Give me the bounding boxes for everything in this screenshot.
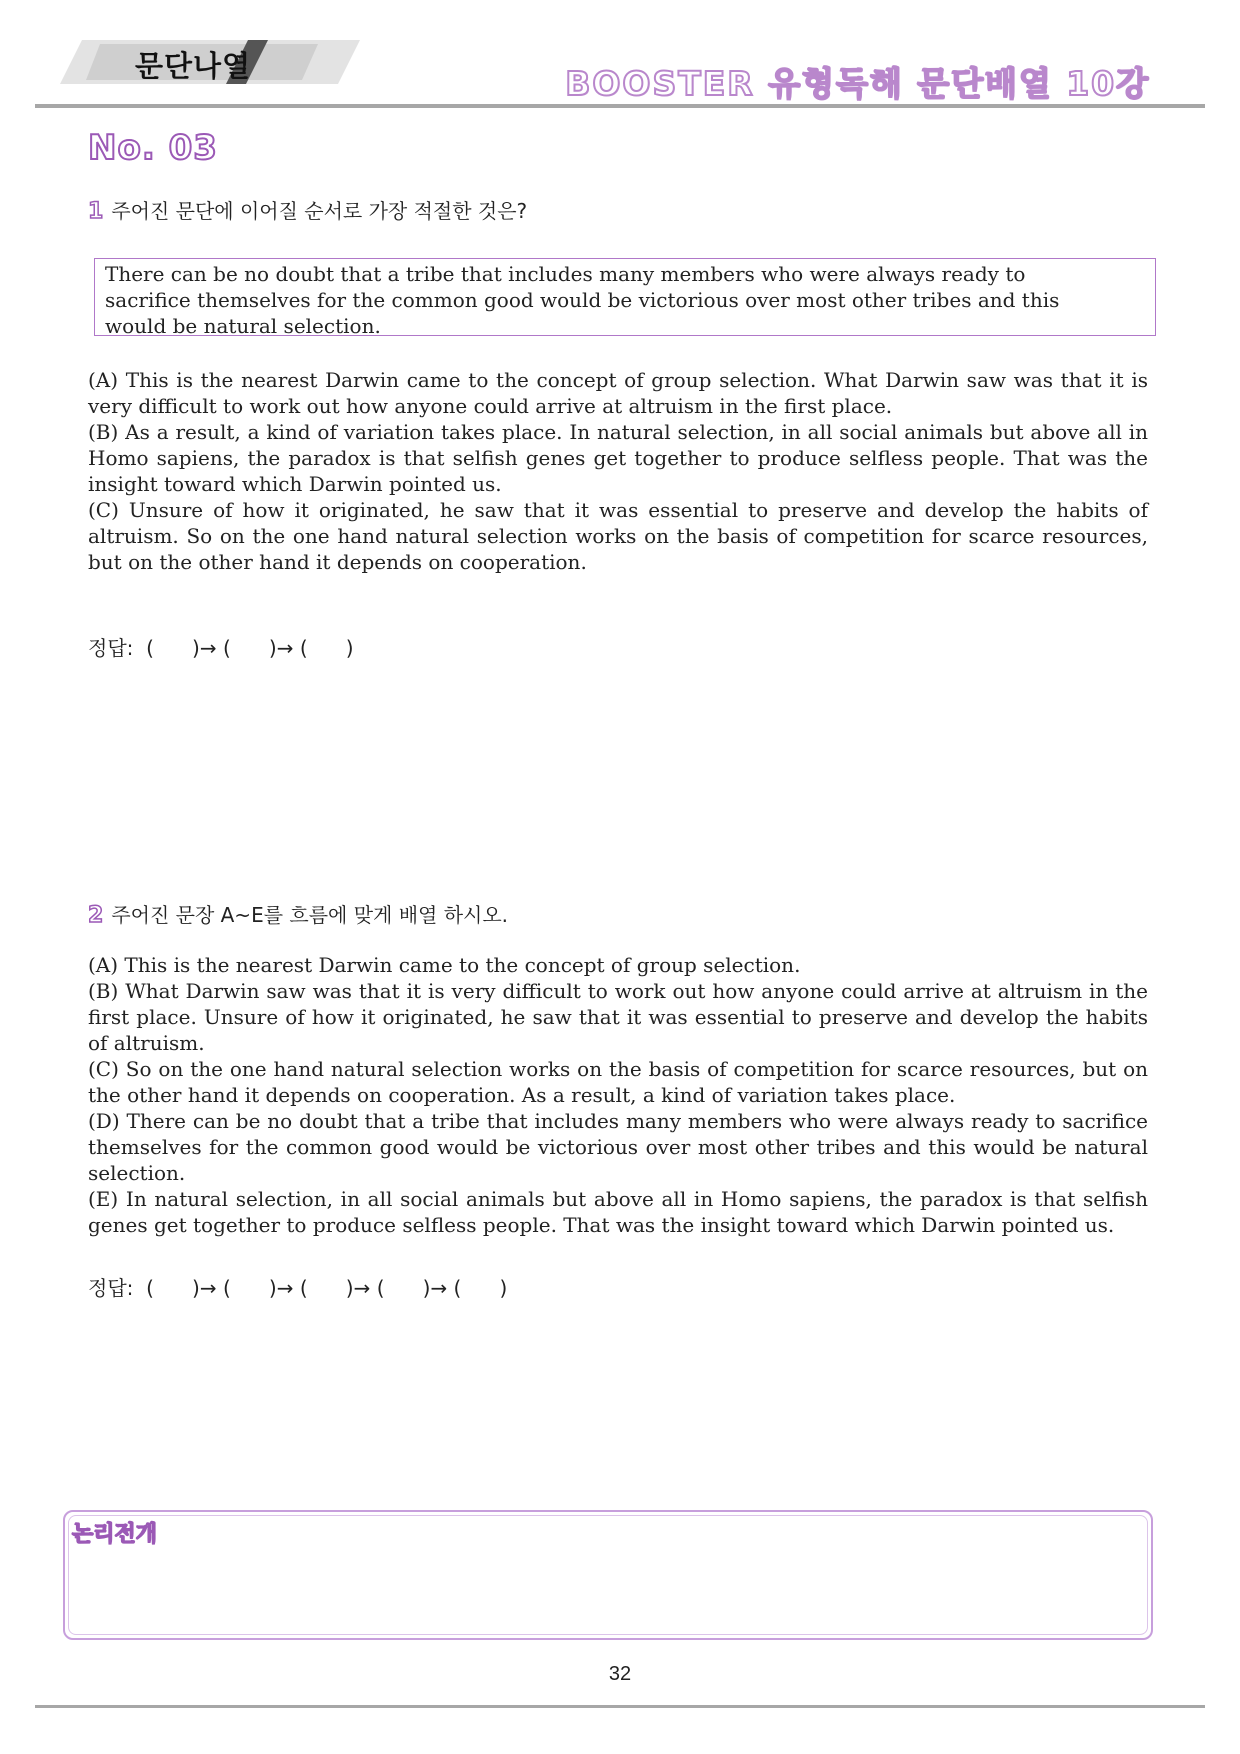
question-1-answer[interactable]: 정답: ( )→ ( )→ ( ) — [88, 636, 354, 660]
sentence-e: (E) In natural selection, in all social animals but above all in Homo sapiens, the paradox is that selfish genes get together to produce selfless people. That was the insight toward which Darwin pointed us. — [88, 1187, 1148, 1237]
page-number: 32 — [608, 1663, 632, 1685]
given-paragraph: There can be no doubt that a tribe that includes many members who were always ready to sacrifice themselves for the common good would be victorious over most other tribes and this would be natural selection. — [105, 262, 1060, 338]
question-1-paragraphs — [88, 367, 1148, 575]
problem-number: No. 03 — [88, 128, 218, 168]
question-1-prompt: 주어진 문단에 이어질 순서로 가장 적절한 것은? — [111, 199, 528, 223]
question-1 — [88, 195, 527, 224]
memo-box-inner — [68, 1515, 1148, 1635]
sentence-a: (A) This is the nearest Darwin came to the concept of group selection. — [88, 953, 801, 977]
paragraph-a: (A) This is the nearest Darwin came to the concept of group selection. What Darwin saw was that it is very difficult to work out how anyone could arrive at altruism in the first place. — [88, 368, 1148, 418]
question-2-sentences — [88, 952, 1148, 1238]
question-1-number: 1 — [88, 199, 104, 224]
sentence-b: (B) What Darwin saw was that it is very difficult to work out how anyone could arrive at altruism in the first place. Unsure of how it originated, he saw that it was essential to preserve and develop the habits of altruism. — [88, 979, 1148, 1055]
footer-divider — [35, 1705, 1205, 1708]
question-2 — [88, 899, 508, 928]
header-title: BOOSTER 유형독해 문단배열 10강 — [565, 64, 1150, 103]
question-2-prompt: 주어진 문장 A~E를 흐름에 맞게 배열 하시오. — [111, 903, 509, 927]
paragraph-c: (C) Unsure of how it originated, he saw that it was essential to preserve and develop the habits of altruism. So on the one hand natural selection works on the basis of competition for scarce resources, but on the other hand it depends on cooperation. — [88, 498, 1148, 574]
sentence-d: (D) There can be no doubt that a tribe that includes many members who were always ready to sacrifice themselves for the common good would be victorious over most other tribes and this would be natural selection. — [88, 1109, 1148, 1185]
memo-label: 논리전개 — [72, 1522, 158, 1547]
paragraph-b: (B) As a result, a kind of variation takes place. In natural selection, in all social animals but above all in Homo sapiens, the paradox is that selfish genes get together to produce selfless people. That was the insight toward which Darwin pointed us. — [88, 420, 1148, 496]
question-2-number: 2 — [88, 903, 104, 928]
header-divider — [35, 104, 1205, 108]
sentence-c: (C) So on the one hand natural selection works on the basis of competition for scarce resources, but on the other hand it depends on cooperation. As a result, a kind of variation takes place. — [88, 1057, 1148, 1107]
question-2-answer[interactable]: 정답: ( )→ ( )→ ( )→ ( )→ ( ) — [88, 1276, 508, 1300]
header-tab-label: 문단나열 — [135, 49, 252, 83]
